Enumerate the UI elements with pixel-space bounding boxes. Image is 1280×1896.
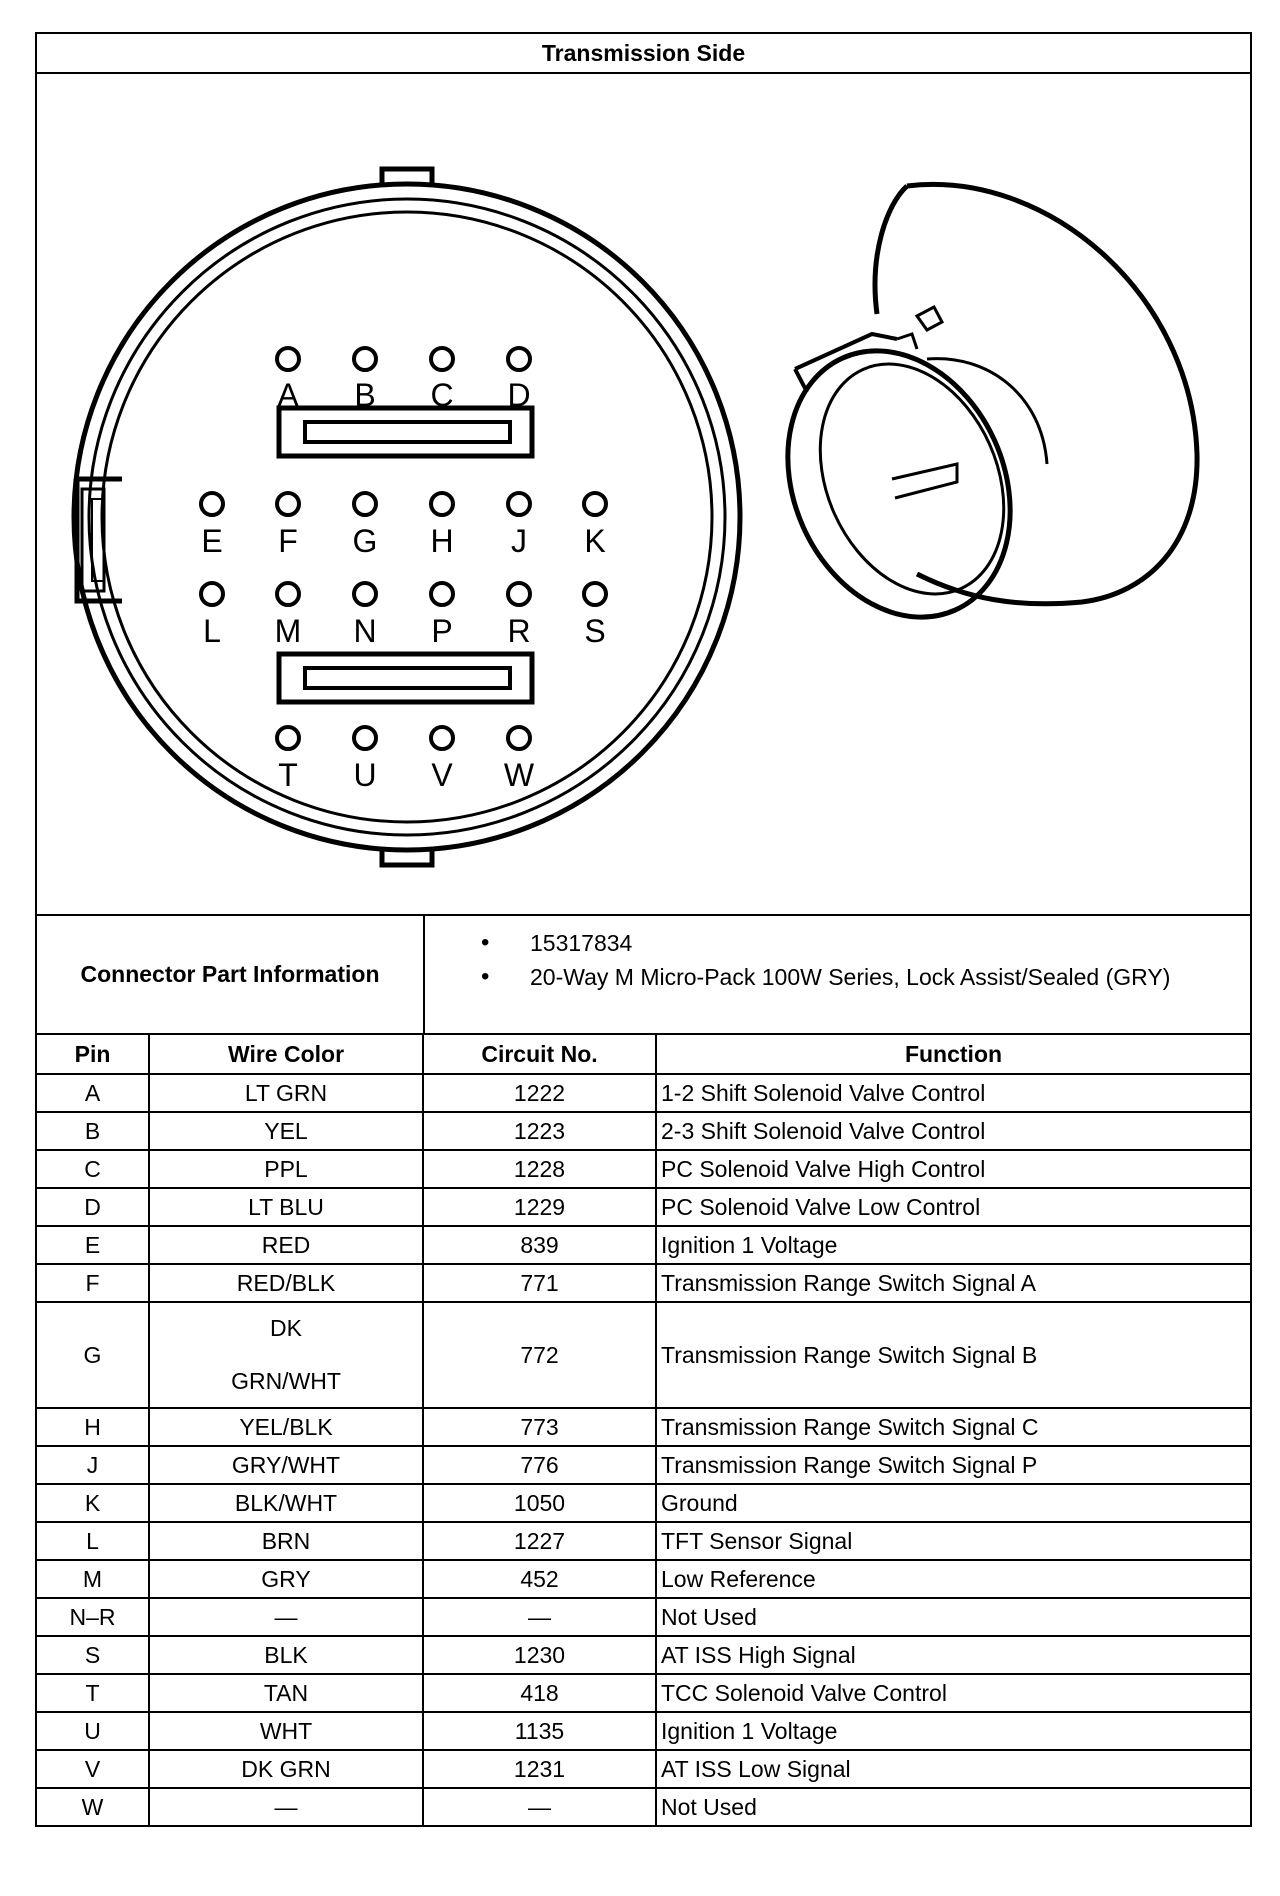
pin-cell: F xyxy=(37,1264,149,1302)
circuit-cell: 418 xyxy=(423,1674,656,1712)
function-cell: PC Solenoid Valve Low Control xyxy=(656,1188,1250,1226)
pin-hole xyxy=(354,493,376,515)
pin-cell: V xyxy=(37,1750,149,1788)
header-wire-color: Wire Color xyxy=(149,1035,423,1074)
function-cell: Ground xyxy=(656,1484,1250,1522)
connector-face-drawing xyxy=(37,74,1250,914)
function-cell: Not Used xyxy=(656,1598,1250,1636)
pin-hole xyxy=(508,583,530,605)
lock-assist-tab xyxy=(77,479,122,601)
part-info-list xyxy=(425,916,1250,1033)
pin-label: B xyxy=(354,377,376,413)
pin-hole xyxy=(508,493,530,515)
part-description: • 20-Way M Micro-Pack 100W Series, Lock Assist/Sealed (GRY) xyxy=(425,960,1250,994)
pin-cell: T xyxy=(37,1674,149,1712)
circuit-cell: 1230 xyxy=(423,1636,656,1674)
circuit-cell: 772 xyxy=(423,1302,656,1408)
function-cell: Transmission Range Switch Signal C xyxy=(656,1408,1250,1446)
wire-color-line: GRN/WHT xyxy=(231,1368,341,1394)
table-row xyxy=(37,1598,1250,1636)
pin-label: W xyxy=(503,757,535,793)
circuit-cell: 1227 xyxy=(423,1522,656,1560)
pin-cell: L xyxy=(37,1522,149,1560)
pin-hole xyxy=(277,348,299,370)
pin-label: R xyxy=(507,613,531,649)
wire-color-cell xyxy=(149,1302,423,1408)
circuit-cell: 1223 xyxy=(423,1112,656,1150)
pin-hole xyxy=(508,727,530,749)
wire-color-cell: GRY/WHT xyxy=(149,1446,423,1484)
pin-hole xyxy=(277,583,299,605)
wire-color-cell: — xyxy=(149,1598,423,1636)
pin-hole xyxy=(431,348,453,370)
table-row xyxy=(37,1484,1250,1522)
table-row xyxy=(37,1560,1250,1598)
wire-color-cell: LT GRN xyxy=(149,1074,423,1112)
pin-label: K xyxy=(584,523,606,559)
pin-cell: N–R xyxy=(37,1598,149,1636)
sheet-title: Transmission Side xyxy=(37,34,1250,74)
circuit-cell: 1050 xyxy=(423,1484,656,1522)
pin-hole xyxy=(508,348,530,370)
table-header-row xyxy=(37,1035,1250,1074)
connector-diagram xyxy=(37,74,1250,916)
pin-cell: C xyxy=(37,1150,149,1188)
connector-outer-ring xyxy=(74,184,740,850)
pin-cell: J xyxy=(37,1446,149,1484)
table-row xyxy=(37,1188,1250,1226)
header-pin: Pin xyxy=(37,1035,149,1074)
pin-cell: S xyxy=(37,1636,149,1674)
pin-hole xyxy=(201,583,223,605)
circuit-cell: 1228 xyxy=(423,1150,656,1188)
pin-hole xyxy=(431,583,453,605)
function-cell: Ignition 1 Voltage xyxy=(656,1226,1250,1264)
pin-hole xyxy=(354,583,376,605)
wire-color-cell: BLK/WHT xyxy=(149,1484,423,1522)
header-function: Function xyxy=(656,1035,1250,1074)
wire-color-cell: BRN xyxy=(149,1522,423,1560)
wire-color-split xyxy=(150,1309,422,1401)
table-row xyxy=(37,1150,1250,1188)
pin-hole xyxy=(584,493,606,515)
table-row xyxy=(37,1712,1250,1750)
function-cell: Not Used xyxy=(656,1788,1250,1825)
wire-color-cell: — xyxy=(149,1788,423,1825)
pin-hole xyxy=(277,493,299,515)
function-cell: 1-2 Shift Solenoid Valve Control xyxy=(656,1074,1250,1112)
function-cell: PC Solenoid Valve High Control xyxy=(656,1150,1250,1188)
pin-label: D xyxy=(507,377,531,413)
table-row xyxy=(37,1074,1250,1112)
function-cell: 2-3 Shift Solenoid Valve Control xyxy=(656,1112,1250,1150)
wire-color-line: DK xyxy=(270,1315,302,1341)
header-circuit-no: Circuit No. xyxy=(423,1035,656,1074)
part-info-label: Connector Part Information xyxy=(37,916,425,1033)
pin-label: T xyxy=(278,757,298,793)
table-row xyxy=(37,1674,1250,1712)
pin-label: A xyxy=(277,377,299,413)
table-row xyxy=(37,1750,1250,1788)
pin-label: U xyxy=(353,757,377,793)
table-row xyxy=(37,1226,1250,1264)
connector-part-info xyxy=(37,916,1250,1035)
pin-cell: G xyxy=(37,1302,149,1408)
table-row xyxy=(37,1408,1250,1446)
wire-color-cell: LT BLU xyxy=(149,1188,423,1226)
table-row xyxy=(37,1264,1250,1302)
wire-color-cell: GRY xyxy=(149,1560,423,1598)
pin-label: H xyxy=(430,523,454,559)
pin-cell: E xyxy=(37,1226,149,1264)
circuit-cell: 1231 xyxy=(423,1750,656,1788)
circuit-cell: 773 xyxy=(423,1408,656,1446)
pin-cell: B xyxy=(37,1112,149,1150)
pin-cell: K xyxy=(37,1484,149,1522)
pin-label: C xyxy=(430,377,454,413)
wire-color-cell: WHT xyxy=(149,1712,423,1750)
pin-hole xyxy=(201,493,223,515)
pin-hole xyxy=(277,727,299,749)
upper-keying-slot xyxy=(279,408,532,456)
table-row xyxy=(37,1788,1250,1825)
function-cell: Transmission Range Switch Signal B xyxy=(656,1302,1250,1408)
pin-cell: W xyxy=(37,1788,149,1825)
pin-hole xyxy=(354,348,376,370)
table-row xyxy=(37,1446,1250,1484)
pinout-table xyxy=(37,1035,1250,1825)
circuit-cell: — xyxy=(423,1788,656,1825)
function-cell: TFT Sensor Signal xyxy=(656,1522,1250,1560)
table-row xyxy=(37,1302,1250,1408)
lower-keying-slot xyxy=(279,654,532,702)
table-row xyxy=(37,1522,1250,1560)
function-cell: AT ISS Low Signal xyxy=(656,1750,1250,1788)
pin-label: L xyxy=(203,613,221,649)
wire-color-cell: PPL xyxy=(149,1150,423,1188)
pin-hole xyxy=(431,727,453,749)
pin-cell: H xyxy=(37,1408,149,1446)
circuit-cell: 1222 xyxy=(423,1074,656,1112)
connector-side-view xyxy=(747,184,1197,652)
pin-hole xyxy=(584,583,606,605)
function-cell: Low Reference xyxy=(656,1560,1250,1598)
wire-color-cell: YEL/BLK xyxy=(149,1408,423,1446)
function-cell: Transmission Range Switch Signal A xyxy=(656,1264,1250,1302)
function-cell: Transmission Range Switch Signal P xyxy=(656,1446,1250,1484)
circuit-cell: 839 xyxy=(423,1226,656,1264)
circuit-cell: — xyxy=(423,1598,656,1636)
pin-label: N xyxy=(353,613,377,649)
pin-label: S xyxy=(584,613,606,649)
wire-color-cell: RED/BLK xyxy=(149,1264,423,1302)
pin-hole xyxy=(354,727,376,749)
circuit-cell: 776 xyxy=(423,1446,656,1484)
function-cell: AT ISS High Signal xyxy=(656,1636,1250,1674)
function-cell: Ignition 1 Voltage xyxy=(656,1712,1250,1750)
pin-label: V xyxy=(431,757,453,793)
pin-label: P xyxy=(431,613,453,649)
pin-hole xyxy=(431,493,453,515)
wire-color-cell: RED xyxy=(149,1226,423,1264)
pin-cell: M xyxy=(37,1560,149,1598)
table-row xyxy=(37,1636,1250,1674)
function-cell: TCC Solenoid Valve Control xyxy=(656,1674,1250,1712)
wire-color-cell: DK GRN xyxy=(149,1750,423,1788)
circuit-cell: 1229 xyxy=(423,1188,656,1226)
pin-label: E xyxy=(201,523,223,559)
part-number: • 15317834 xyxy=(425,926,1250,960)
pin-cell: A xyxy=(37,1074,149,1112)
table-row xyxy=(37,1112,1250,1150)
wire-color-cell: BLK xyxy=(149,1636,423,1674)
pin-label: M xyxy=(274,613,302,649)
pin-label: J xyxy=(511,523,527,559)
circuit-cell: 771 xyxy=(423,1264,656,1302)
pin-cell: U xyxy=(37,1712,149,1750)
pin-label: G xyxy=(352,523,378,559)
pin-cell: D xyxy=(37,1188,149,1226)
wire-color-cell: TAN xyxy=(149,1674,423,1712)
wire-color-cell: YEL xyxy=(149,1112,423,1150)
pin-label: F xyxy=(278,523,298,559)
connector-sheet xyxy=(35,32,1252,1827)
circuit-cell: 452 xyxy=(423,1560,656,1598)
circuit-cell: 1135 xyxy=(423,1712,656,1750)
